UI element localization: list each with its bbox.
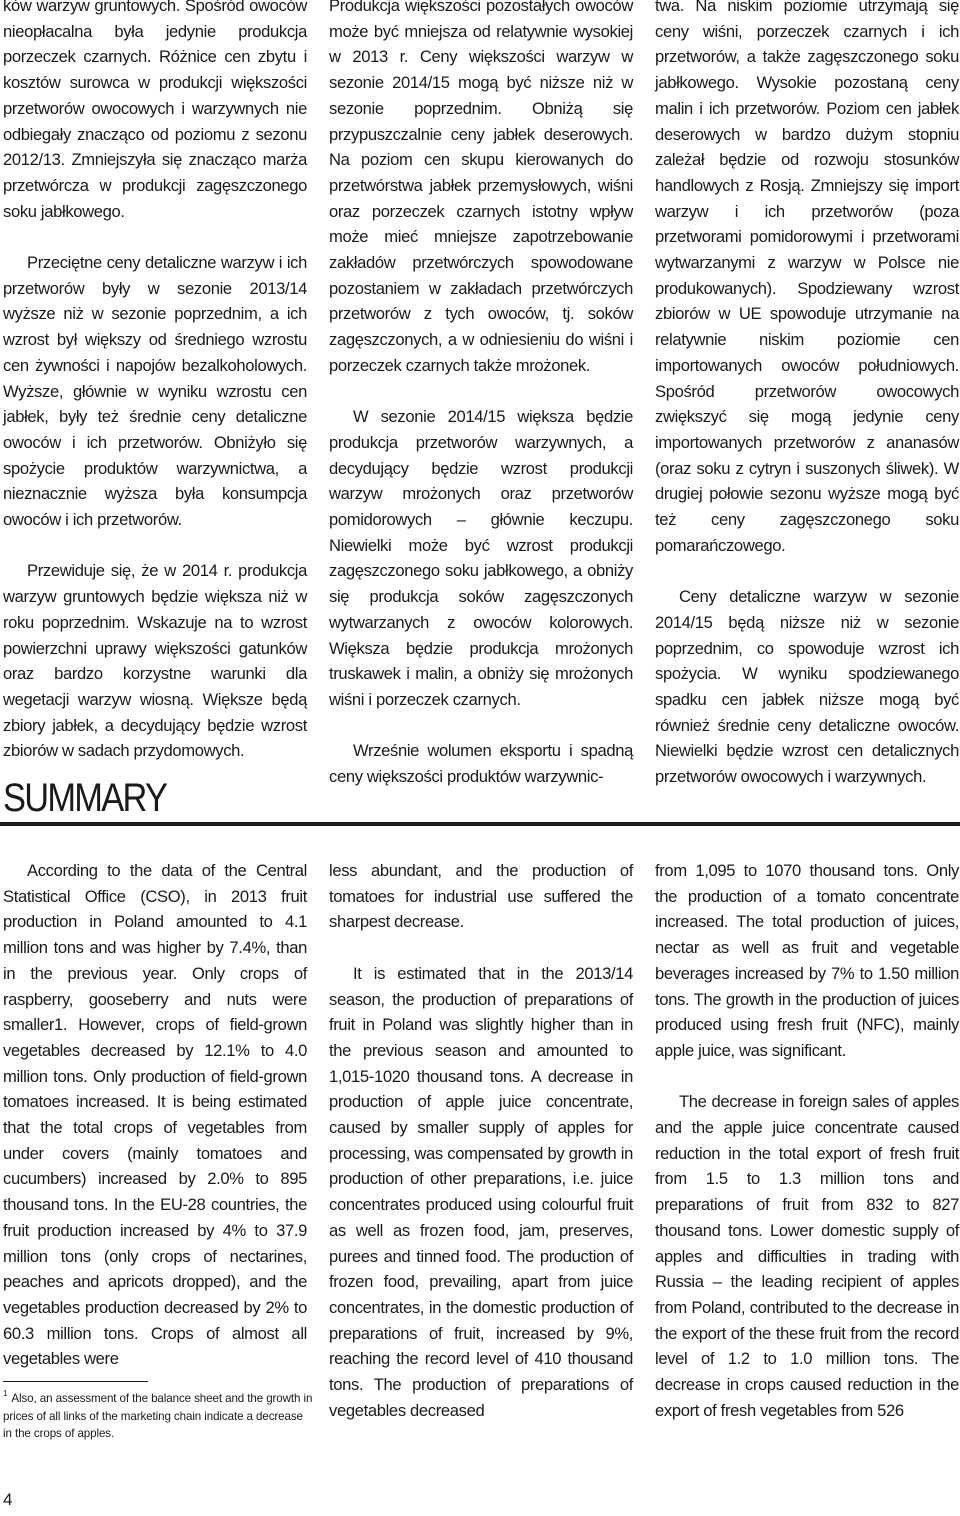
paragraph: According to the data of the Central Statistical Office (CSO), in 2013 fruit production in Poland amounted to 4.1 million tons and was higher by 7.4%, than in the previous year. Only crops of raspberry, gooseberry and nuts were smaller1. However, crops of field-grown vegetables decreased by 12.1% to 4.0 million tons. Only production of field-grown tomatoes increased. It is being estimated that the total crops of vegetables from under covers (mainly tomatoes and cucumbers) increased by 2.0% to 895 thousand tons. In the EU-28 countries, the fruit production increased by 4% to 37.9 million tons (only crops of nectarines, peaches and apricots dropped), and the vegetables production decreased by 2% to 60.3 million tons. Crops of almost all vegetables were bbox=[3, 861, 307, 1369]
top-column-2 bbox=[329, 0, 633, 790]
paragraph: The decrease in foreign sales of apples and the apple juice concentrate caused reduction in the total export of fresh fruit from 1.5 to 1.3 million tons and preparations of fruit from 832 to 827 thousand tons. Lower domestic supply of apples and difficulties in trading with Russia – the leading recipient of apples from Poland, contributed to the decrease in the export of the these fruit from the record level of 1.2 to 1.0 million tons. The decrease in crops caused reduction in the export of fresh vegetables from 526 bbox=[655, 1092, 959, 1420]
footnote bbox=[3, 1390, 313, 1443]
paragraph: Przewiduje się, że w 2014 r. produkcja warzyw gruntowych będzie większa niż w roku poprzednim. Wskazuje na to wzrost powierzchni uprawy większości gatunków oraz bardzo korzystne warunki dla wegetacji warzyw wiosną. Większe będą zbiory jabłek, a decydujący będzie wzrost zbiorów w sadach przydomowych. bbox=[3, 561, 307, 761]
summary-column-1 bbox=[3, 858, 307, 1372]
paragraph: It is estimated that in the 2013/14 season, the production of preparations of fruit in Poland was slightly higher than in the previous season and amounted to 1,015-1020 thousand tons. A decrease in production of apple juice concentrate, caused by smaller supply of apples for processing, was compensated by growth in production of other preparations, i.e. juice concentrates produced using colourful fruit as well as frozen food, jam, preserves, purees and tinned food. The production of frozen food, prevailing, apart from juice concentrates, in the domestic production of preparations of fruit, increased by 9%, reaching the record level of 410 thousand tons. The production of preparations of vegetables decreased bbox=[329, 963, 633, 1420]
paragraph: ków warzyw gruntowych. Spośród owoców nieopłacalna była jedynie produkcja porzeczek czarnych. Różnice cen zbytu i kosztów surowca w produkcji większości przetworów owocowych i warzywnych nie odbiegały znacząco od poziomu z sezonu 2012/13. Zmniejszyła się znacząco marża przetwórcza w produkcji zagęszczonego soku jabłkowego. bbox=[3, 0, 307, 221]
paragraph: Przeciętne ceny detaliczne warzyw i ich przetworów były w sezonie 2013/14 wyższe niż w sezonie poprzednim, a ich wzrost był większy od średniego wzrostu cen żywności i napojów bezalkoholowych. Wyższe, głównie w wyniku wzrostu cen jabłek, były też średnie ceny detaliczne owoców i ich przetworów. Obniżyło się spożycie produktów warzywnictwa, a nieznacznie wyższa była konsumpcja owoców i ich przetworów. bbox=[3, 253, 307, 530]
summary-column-2 bbox=[329, 858, 633, 1423]
paragraph: W sezonie 2014/15 większa będzie produkcja przetworów warzywnych, a decydujący będzie wzrost produkcji warzyw mrożonych oraz przetworów pomidorowych – głównie keczupu. Niewielki może być wzrost produkcji zagęszczonego soku jabłkowego, a obniży się produkcja soków zagęszczonych wytwarzanych z owoców kolorowych. Większa będzie produkcja mrożonych truskawek i malin, a obniży się mrożonych wiśni i porzeczek czarnych. bbox=[329, 407, 633, 709]
top-column-3 bbox=[655, 0, 959, 790]
paragraph: from 1,095 to 1070 thousand tons. Only the production of a tomato concentrate increased. The total production of juices, nectar as well as fruit and vegetable beverages increased by 7% to 1.50 million tons. The growth in the production of juices produced using fresh fruit (NFC), mainly apple juice, was significant. bbox=[655, 861, 959, 1060]
summary-heading: SUMMARY bbox=[3, 776, 167, 820]
footnote-marker: 1 bbox=[3, 1389, 8, 1398]
paragraph: Wrześnie wolumen eksportu i spadną ceny większości produktów warzywnic- bbox=[329, 741, 633, 787]
paragraph: Ceny detaliczne warzyw w sezonie 2014/15 będą niższe niż w sezonie poprzednim, co spowoduje wzrost ich spożycia. W wyniku spodziewanego spadku cen jabłek niższe mogą być również średnie ceny detaliczne owoców. Niewielki będzie wzrost cen detalicznych przetworów owocowych i warzywnych. bbox=[655, 587, 959, 787]
footnote-text: Also, an assessment of the balance sheet and the growth in prices of all links of the marketing chain indicate a decrease in the crops of apples. bbox=[3, 1392, 313, 1440]
page-number: 4 bbox=[3, 1490, 13, 1509]
footnote-rule bbox=[3, 1381, 148, 1382]
paragraph: Produkcja większości pozostałych owoców może być mniejsza od relatywnie wysokiej w 2013 r. Ceny większości warzyw w sezonie 2014/15 mogą być niższe niż w sezonie poprzednim. Obniżą się przypuszczalnie ceny jabłek deserowych. Na poziom cen skupu kierowanych do przetwórstwa jabłek przemysłowych, wiśni oraz porzeczek czarnych istotny wpływ może mieć mniejsze zapotrzebowanie zakładów przetwórczych spowodowane pozostaniem w zakładach przetwórczych przetworów z tych owoców, tj. soków zagęszczonych, a w odniesieniu do wiśni i porzeczek czarnych także mrożonek. bbox=[329, 0, 633, 375]
heading-rule bbox=[0, 822, 960, 826]
paragraph: twa. Na niskim poziomie utrzymają się ceny wiśni, porzeczek czarnych i ich przetworów, a także zagęszczonego soku jabłkowego. Wysokie pozostaną ceny malin i ich przetworów. Poziom cen jabłek deserowych w bardzo dużym stopniu zależał będzie od rozwoju stosunków handlowych z Rosją. Zmniejszy się import warzyw i ich przetworów (poza przetworami pomidorowymi i przetworami wytwarzanymi z warzyw w Polsce nie produkowanych). Spodziewany wzrost zbiorów w UE spowoduje utrzymanie na relatywnie niskim poziomie cen importowanych owoców południowych. Spośród przetworów owocowych zwiększyć się mogą jedynie ceny importowanych przetworów z ananasów (oraz soku z cytryn i suszonych śliwek). W drugiej połowie sezonu wyższe mogą być też ceny zagęszczonego soku pomarańczowego. bbox=[655, 0, 959, 555]
top-column-1 bbox=[3, 0, 307, 764]
paragraph: less abundant, and the production of tomatoes for industrial use suffered the sharpest decrease. bbox=[329, 861, 633, 932]
summary-column-3 bbox=[655, 858, 959, 1423]
